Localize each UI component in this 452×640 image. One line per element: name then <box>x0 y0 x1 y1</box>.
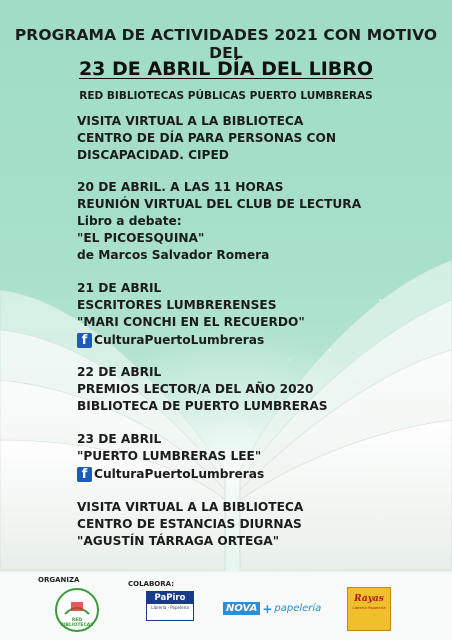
event-line: REUNIÓN VIRTUAL DEL CLUB DE LECTURA <box>77 197 362 211</box>
network-subtitle: RED BIBLIOTECAS PÚBLICAS PUERTO LUMBRERAS <box>79 90 373 102</box>
event-line: CENTRO DE DÍA PARA PERSONAS CON <box>77 131 337 145</box>
event-line: Libro a debate: <box>77 214 182 228</box>
papiro-name: PaPiro <box>147 592 193 604</box>
program-title: PROGRAMA DE ACTIVIDADES 2021 CON MOTIVO DEL <box>14 26 438 62</box>
nova-papeleria-logo <box>223 600 321 617</box>
facebook-icon: f <box>77 333 92 348</box>
nova-sub: papelería <box>274 603 322 614</box>
rayas-logo <box>347 587 391 631</box>
papiro-logo <box>146 591 194 621</box>
plus-icon: + <box>262 601 273 616</box>
headline-text: 23 DE ABRIL DÍA DEL LIBRO <box>78 58 374 80</box>
event-club-lectura <box>77 179 361 264</box>
rayas-name: Rayas <box>354 594 384 604</box>
red-logo-text: RED BIBLIOTECAS <box>60 618 94 628</box>
event-line: "EL PICOESQUINA" <box>77 231 205 245</box>
event-escritores <box>77 280 305 349</box>
facebook-page-name: CulturaPuertoLumbreras <box>94 332 265 347</box>
nova-name: NOVA <box>223 602 260 615</box>
book-emblem-icon <box>57 594 97 620</box>
event-line: ESCRITORES LUMBRERENSES <box>77 298 277 312</box>
event-line: 21 DE ABRIL <box>77 281 162 295</box>
rayas-tagline: Librería Papelería <box>352 605 386 610</box>
event-premios <box>77 364 328 415</box>
event-line: de Marcos Salvador Romera <box>77 248 270 262</box>
organiza-label: ORGANIZA <box>38 576 80 584</box>
colabora-label: COLABORA: <box>128 580 174 588</box>
event-line: PREMIOS LECTOR/A DEL AÑO 2020 <box>77 382 314 396</box>
facebook-link[interactable] <box>77 331 305 349</box>
event-line: CENTRO DE ESTANCIAS DIURNAS <box>77 517 302 531</box>
event-line: "AGUSTÍN TÁRRAGA ORTEGA" <box>77 534 280 548</box>
papiro-tagline: Librería - Papelería <box>151 605 189 610</box>
facebook-page-name: CulturaPuertoLumbreras <box>94 466 265 481</box>
event-line: VISITA VIRTUAL A LA BIBLIOTECA <box>77 500 304 514</box>
red-bibliotecas-logo <box>55 588 99 632</box>
event-line: 23 DE ABRIL <box>77 432 162 446</box>
headline <box>0 58 452 80</box>
event-estancias-diurnas <box>77 499 303 550</box>
event-line: VISITA VIRTUAL A LA BIBLIOTECA <box>77 114 304 128</box>
event-puerto-lee <box>77 431 264 483</box>
event-line: BIBLIOTECA DE PUERTO LUMBRERAS <box>77 399 328 413</box>
event-line: 20 DE ABRIL. A LAS 11 HORAS <box>77 180 284 194</box>
event-line: 22 DE ABRIL <box>77 365 162 379</box>
event-ciped <box>77 113 336 164</box>
facebook-link[interactable] <box>77 465 264 483</box>
event-line: DISCAPACIDAD. CIPED <box>77 148 229 162</box>
event-line: "MARI CONCHI EN EL RECUERDO" <box>77 315 305 329</box>
event-line: "PUERTO LUMBRERAS LEE" <box>77 449 262 463</box>
facebook-icon: f <box>77 467 92 482</box>
